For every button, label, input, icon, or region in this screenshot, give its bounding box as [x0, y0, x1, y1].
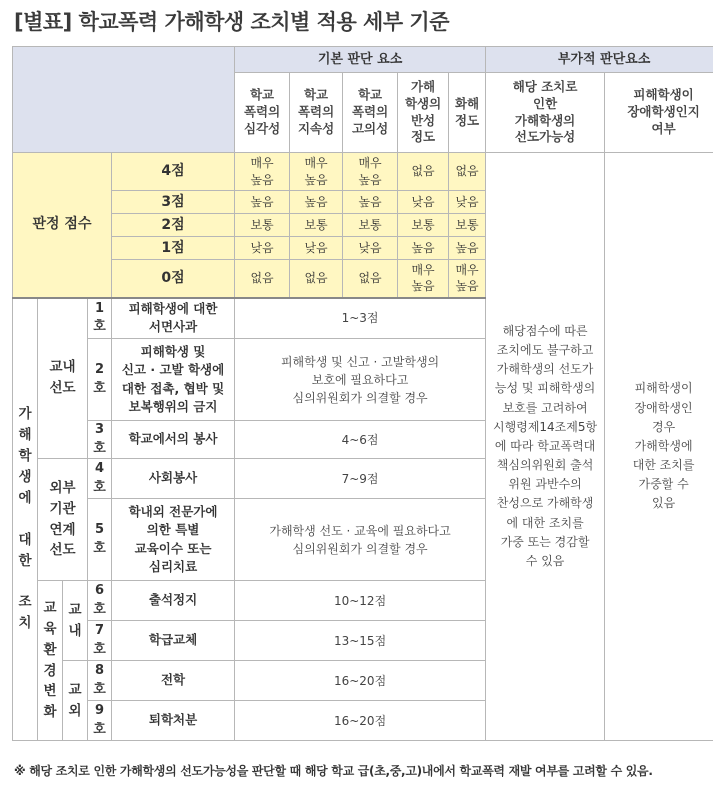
additional-guidance-text: 해당점수에 따른 조치에도 불구하고 가해학생의 선도가 능성 및 피해학생의 보호를 고려하여 시행령제14조제5항 에 따라 학교폭력대 책심의위원회 출석 위원 과반수의 찬성으로 가해학생 에 대한 조치를 가중 또는 경감할 수 있음	[486, 153, 605, 741]
measure-name: 퇴학처분	[112, 701, 235, 741]
criteria-table	[12, 46, 713, 741]
score-cell: 보통	[398, 214, 449, 237]
measure-name: 학교에서의 봉사	[112, 421, 235, 459]
score-cell: 보통	[235, 214, 290, 237]
score-cell: 매우 높음	[398, 260, 449, 298]
measures-label: 가 해 학 생 에 대 한 조 치	[13, 298, 38, 741]
score-cell: 없음	[398, 153, 449, 191]
score-cell: 매우 높음	[290, 153, 343, 191]
group-env-out: 교 외	[63, 661, 88, 741]
measure-number: 6 호	[88, 581, 112, 621]
score-cell: 없음	[290, 260, 343, 298]
score-cell: 보통	[449, 214, 486, 237]
score-cell: 없음	[235, 260, 290, 298]
header-disabled-victim: 피해학생이 장애학생인지 여부	[605, 73, 713, 153]
header-severity: 학교 폭력의 심각성	[235, 73, 290, 153]
measure-number: 9 호	[88, 701, 112, 741]
score-cell: 없음	[343, 260, 398, 298]
score-cell: 높음	[398, 237, 449, 260]
score-cell: 높음	[449, 237, 486, 260]
group-external: 외부 기관 연계 선도	[38, 459, 88, 581]
group-env-in: 교 내	[63, 581, 88, 661]
score-cell: 높음	[235, 191, 290, 214]
footnote: ※ 해당 조치로 인한 가해학생의 선도가능성을 판단할 때 해당 학교 급(초,중,고)내에서 학교폭력 재발 여부를 고려할 수 있음.	[14, 764, 653, 778]
header-remorse: 가해 학생의 반성 정도	[398, 73, 449, 153]
score-label: 판정 점수	[13, 153, 112, 298]
score-cell: 매우 높음	[449, 260, 486, 298]
header-reconciliation: 화해 정도	[449, 73, 486, 153]
score-cell: 보통	[290, 214, 343, 237]
measure-number: 5 호	[88, 499, 112, 581]
group-in-school: 교내 선도	[38, 298, 88, 459]
score-cell: 매우 높음	[343, 153, 398, 191]
measure-number: 7 호	[88, 621, 112, 661]
measure-name: 피해학생에 대한 서면사과	[112, 298, 235, 339]
measure-value: 13~15점	[235, 621, 486, 661]
score-cell: 매우 높음	[235, 153, 290, 191]
measure-value: 가해학생 선도 · 교육에 필요하다고 심의위원회가 의결할 경우	[235, 499, 486, 581]
measure-name: 학내외 전문가에 의한 특별 교육이수 또는 심리치료	[112, 499, 235, 581]
score-4-label: 4점	[112, 153, 235, 191]
score-cell: 없음	[449, 153, 486, 191]
measure-name: 피해학생 및 신고 · 고발 학생에 대한 접촉, 협박 및 보복행위의 금지	[112, 339, 235, 421]
header-blank-cell	[13, 47, 235, 153]
score-3-label: 3점	[112, 191, 235, 214]
measure-value: 16~20점	[235, 661, 486, 701]
measure-name: 전학	[112, 661, 235, 701]
score-cell: 낮음	[343, 237, 398, 260]
score-cell: 높음	[343, 191, 398, 214]
score-cell: 낮음	[235, 237, 290, 260]
measure-number: 4 호	[88, 459, 112, 499]
measure-number: 3 호	[88, 421, 112, 459]
measure-number: 8 호	[88, 661, 112, 701]
header-basic-group: 기본 판단 요소	[235, 47, 486, 73]
measure-value: 피해학생 및 신고 · 고발학생의 보호에 필요하다고 심의위원회가 의결할 경우	[235, 339, 486, 421]
measure-number: 2 호	[88, 339, 112, 421]
additional-disabled-text: 피해학생이 장애학생인 경우 가해학생에 대한 조치를 가중할 수 있음	[605, 153, 713, 741]
measure-number: 1 호	[88, 298, 112, 339]
header-additional-group: 부가적 판단요소	[486, 47, 713, 73]
score-cell: 낮음	[290, 237, 343, 260]
score-cell: 높음	[290, 191, 343, 214]
measure-value: 10~12점	[235, 581, 486, 621]
score-0-label: 0점	[112, 260, 235, 298]
measure-value: 4~6점	[235, 421, 486, 459]
score-cell: 낮음	[398, 191, 449, 214]
score-1-label: 1점	[112, 237, 235, 260]
header-intent: 학교 폭력의 고의성	[343, 73, 398, 153]
measure-name: 사회봉사	[112, 459, 235, 499]
measure-name: 출석정지	[112, 581, 235, 621]
group-env-change: 교 육 환 경 변 화	[38, 581, 63, 741]
measure-value: 1~3점	[235, 298, 486, 339]
score-2-label: 2점	[112, 214, 235, 237]
page-title: [별표] 학교폭력 가해학생 조치별 적용 세부 기준	[14, 10, 449, 34]
score-cell: 보통	[343, 214, 398, 237]
measure-value: 7~9점	[235, 459, 486, 499]
header-guidance-possibility: 해당 조치로 인한 가해학생의 선도가능성	[486, 73, 605, 153]
measure-name: 학급교체	[112, 621, 235, 661]
header-persistence: 학교 폭력의 지속성	[290, 73, 343, 153]
measure-value: 16~20점	[235, 701, 486, 741]
score-cell: 낮음	[449, 191, 486, 214]
